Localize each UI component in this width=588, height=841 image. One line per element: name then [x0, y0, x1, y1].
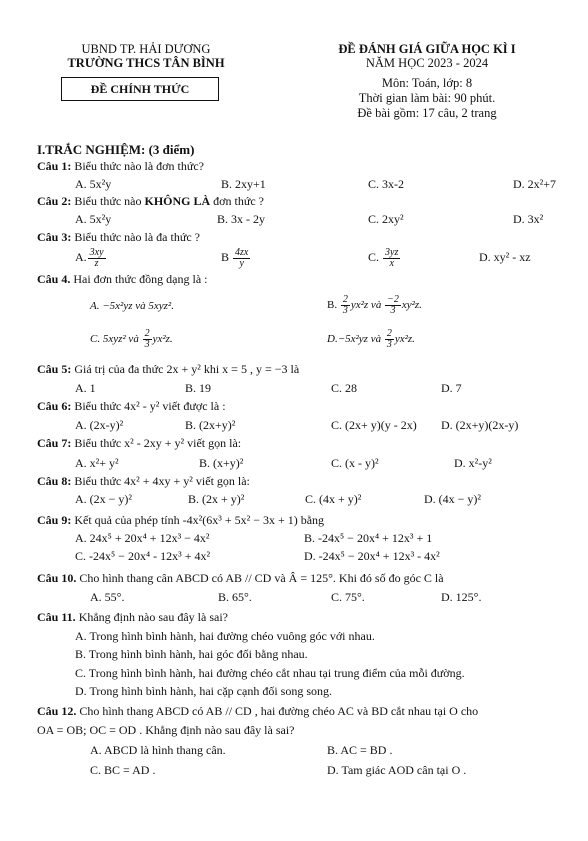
q3-text: Biểu thức nào là đa thức ? — [74, 230, 200, 244]
q12-option-a: A. ABCD là hình thang cân. — [90, 743, 226, 757]
q12-option-c: C. BC = AD . — [90, 763, 156, 777]
q3-c-num: 3yz — [385, 246, 399, 258]
question-5 — [37, 362, 299, 376]
q4-b-prefix: B. — [327, 299, 338, 311]
question-9 — [37, 513, 324, 527]
q6-option-b: B. (2x+y)² — [185, 418, 236, 432]
question-3 — [37, 230, 200, 244]
q2-text-pre: Biểu thức nào — [74, 194, 145, 208]
q3-a-prefix: A. — [75, 250, 87, 264]
q4-text: Hai đơn thức đồng dạng là : — [73, 272, 208, 286]
q7-option-c: C. (x - y)² — [331, 456, 379, 470]
q9-option-c: C. -24x⁵ − 20x⁴ - 12x³ + 4x² — [75, 549, 211, 563]
school-district: UBND TP. HẢI DƯƠNG — [81, 42, 211, 56]
q11-option-a: A. Trong hình bình hành, hai đường chéo vuông góc với nhau. — [75, 629, 375, 643]
q4-b-f2-num: −2 — [387, 293, 399, 305]
q8-option-b: B. (2x + y)² — [188, 492, 245, 506]
q3-option-b — [221, 246, 251, 269]
q11-option-b: B. Trong hình bình hành, hai góc đối bằng nhau. — [75, 647, 308, 661]
q12-option-d: D. Tam giác AOD cân tại O . — [327, 763, 467, 777]
q9-option-a: A. 24x⁵ + 20x⁴ + 12x³ − 4x² — [75, 531, 210, 545]
q9-option-b: B. -24x⁵ − 20x⁴ + 12x³ + 1 — [304, 531, 433, 545]
q6-option-a: A. (2x-y)² — [75, 418, 124, 432]
q8-option-d: D. (4x − y)² — [424, 492, 482, 506]
q3-option-d: D. xy² - xz — [479, 250, 531, 264]
q5-option-d: D. 7 — [441, 381, 462, 395]
q3-a-fraction — [88, 248, 106, 269]
q3-a-num: 3xy — [89, 246, 104, 258]
q12-option-b: B. AC = BD . — [327, 743, 393, 757]
school-year: NĂM HỌC 2023 - 2024 — [365, 56, 489, 70]
q4-c-fraction — [143, 329, 152, 350]
q8-label: Câu 8: — [37, 474, 72, 488]
q3-label: Câu 3: — [37, 230, 72, 244]
q3-c-den: x — [389, 257, 394, 269]
school-name: TRƯỜNG THCS TÂN BÌNH — [67, 56, 225, 70]
q6-option-c: C. (2x+ y)(y - 2x) — [331, 418, 417, 432]
q10-label: Câu 10. — [37, 571, 77, 585]
q3-b-num: 4zx — [235, 246, 249, 258]
q8-option-c: C. (4x + y)² — [305, 492, 362, 506]
q4-b-end: xy²z. — [401, 299, 422, 311]
q10-option-c: C. 75°. — [331, 590, 365, 604]
q3-b-den: y — [239, 257, 244, 269]
section-title: I.TRẮC NGHIỆM: (3 điểm) — [37, 142, 195, 157]
q5-option-b: B. 19 — [185, 381, 212, 395]
q2-option-d: D. 3x² — [513, 212, 544, 226]
q2-option-c: C. 2xy² — [368, 212, 404, 226]
q10-text: Cho hình thang cân ABCD có AB // CD và Â = 125°. Khi đó số đo góc C là — [79, 571, 444, 585]
official-badge: ĐỀ CHÍNH THỨC — [61, 77, 219, 101]
question-11 — [37, 610, 228, 624]
q11-label: Câu 11. — [37, 610, 76, 624]
q5-option-c: C. 28 — [331, 381, 358, 395]
q6-text: Biểu thức 4x² - y² viết được là : — [74, 399, 226, 413]
q4-c-f-num: 2 — [144, 327, 150, 339]
q11-option-c: C. Trong hình bình hành, hai đường chéo cắt nhau tại trung điểm của mỗi đường. — [75, 666, 465, 680]
q7-text: Biểu thức x² - 2xy + y² viết gọn là: — [74, 436, 242, 450]
exam-title: ĐỀ ĐÁNH GIÁ GIỮA HỌC KÌ I — [338, 42, 516, 56]
q2-option-a: A. 5x²y — [75, 212, 112, 226]
question-2 — [37, 194, 264, 208]
q6-label: Câu 6: — [37, 399, 72, 413]
q4-option-a: A. −5x²yz và 5xyz². — [90, 300, 174, 312]
q7-label: Câu 7: — [37, 436, 72, 450]
question-12 — [37, 704, 478, 718]
q8-option-a: A. (2x − y)² — [75, 492, 133, 506]
q3-b-fraction — [233, 248, 250, 269]
q5-text: Giá trị của đa thức 2x + y² khi x = 5 , y = −3 là — [74, 362, 300, 376]
q3-option-a — [75, 246, 107, 269]
q7-option-a: A. x²+ y² — [75, 456, 119, 470]
q4-b-f2-den: 3 — [390, 304, 396, 316]
q5-label: Câu 5: — [37, 362, 72, 376]
q4-c-f-den: 3 — [144, 338, 150, 350]
q4-d-f-den: 3 — [386, 338, 392, 350]
q1-text: Biểu thức nào là đơn thức? — [74, 159, 204, 173]
q1-label: Câu 1: — [37, 159, 72, 173]
q4-b-f1-den: 3 — [342, 304, 348, 316]
q3-a-den: z — [94, 257, 99, 269]
q9-option-d: D. -24x⁵ − 20x⁴ + 12x³ - 4x² — [304, 549, 440, 563]
q1-option-d: D. 2x²+7 — [513, 177, 557, 191]
q10-option-b: B. 65°. — [218, 590, 252, 604]
q8-text: Biểu thức 4x² + 4xy + y² viết gọn là: — [74, 474, 250, 488]
q2-option-b: B. 3x - 2y — [217, 212, 265, 226]
q7-option-d: D. x²-y² — [454, 456, 492, 470]
composition: Đề bài gồm: 17 câu, 2 trang — [357, 106, 497, 120]
question-1 — [37, 159, 204, 173]
q9-label: Câu 9: — [37, 513, 72, 527]
q4-option-b — [327, 292, 422, 318]
q7-option-b: B. (x+y)² — [199, 456, 244, 470]
q12-text-2: OA = OB; OC = OD . Khẳng định nào sau đây là sai? — [37, 723, 295, 737]
q1-option-a: A. 5x²y — [75, 177, 112, 191]
q12-text-1: Cho hình thang ABCD có AB // CD , hai đường chéo AC và BD cắt nhau tại O cho — [79, 704, 479, 718]
q12-label: Câu 12. — [37, 704, 77, 718]
q2-text-post: đơn thức ? — [210, 194, 265, 208]
question-10 — [37, 571, 444, 585]
q4-d-fraction — [385, 329, 394, 350]
q4-d-f-num: 2 — [386, 327, 392, 339]
q3-b-prefix: B — [221, 250, 230, 264]
q4-label: Câu 4. — [37, 272, 71, 286]
q3-c-fraction — [383, 248, 400, 269]
subject: Môn: Toán, lớp: 8 — [381, 76, 473, 90]
q4-b-fraction-1 — [341, 295, 350, 316]
duration: Thời gian làm bài: 90 phút. — [358, 91, 496, 105]
q10-option-a: A. 55°. — [90, 590, 125, 604]
q4-b-fraction-2 — [385, 295, 401, 316]
q2-label: Câu 2: — [37, 194, 72, 208]
q5-option-a: A. 1 — [75, 381, 96, 395]
q4-c-end: yx²z. — [152, 333, 173, 345]
question-7 — [37, 436, 241, 450]
question-6 — [37, 399, 226, 413]
q4-b-f1-num: 2 — [342, 293, 348, 305]
q2-text-bold: KHÔNG LÀ — [144, 194, 211, 208]
q11-text: Khẳng định nào sau đây là sai? — [78, 610, 228, 624]
q4-c-prefix: C. 5xyz² và — [90, 333, 139, 345]
q1-option-c: C. 3x-2 — [368, 177, 404, 191]
q4-option-d — [327, 326, 415, 352]
q4-option-c — [90, 326, 173, 352]
question-4 — [37, 272, 208, 286]
q4-d-end: yx²z. — [394, 333, 415, 345]
q3-option-c — [368, 246, 401, 269]
q10-option-d: D. 125°. — [441, 590, 482, 604]
q4-b-mid: yx²z và — [350, 299, 382, 311]
q6-option-d: D. (2x+y)(2x-y) — [441, 418, 519, 432]
q9-text: Kết quả của phép tính -4x²(6x³ + 5x² − 3x + 1) bằng — [74, 513, 325, 527]
q11-option-d: D. Trong hình bình hành, hai cặp cạnh đối song song. — [75, 684, 332, 698]
q4-d-prefix: D.−5x²yz và — [327, 333, 382, 345]
q3-c-prefix: C. — [368, 250, 380, 264]
question-8 — [37, 474, 250, 488]
q1-option-b: B. 2xy+1 — [221, 177, 266, 191]
